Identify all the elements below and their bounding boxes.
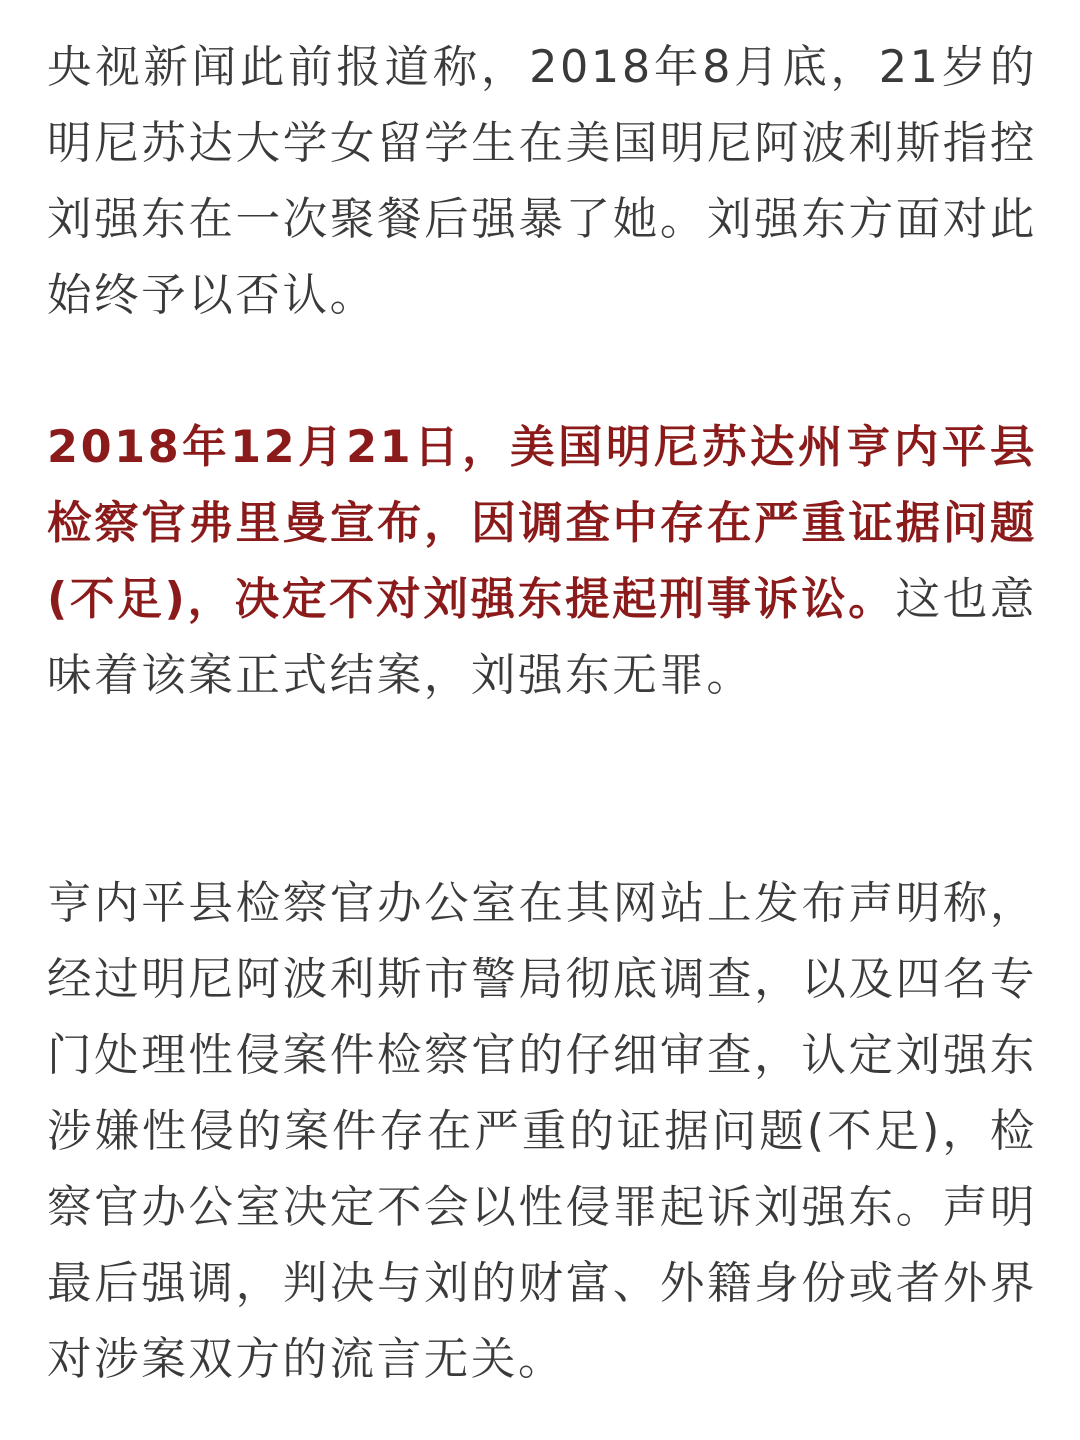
paragraph-decision [47, 410, 1037, 714]
paragraph-news-report: 央视新闻此前报道称，2018年8月底，21岁的明尼苏达大学女留学生在美国明尼阿波利斯指控刘强东在一次聚餐后强暴了她。刘强东方面对此始终予以否认。 [47, 42, 1037, 321]
paragraph-decision-rest: 这也意味着该案正式结案，刘强东无罪。 [47, 574, 1038, 701]
highlighted-decision-text: 2018年12月21日，美国明尼苏达州亨内平县检察官弗里曼宣布，因调查中存在严重证据问题(不足)，决定不对刘强东提起刑事诉讼。 [47, 422, 1037, 625]
paragraph-statement: 亨内平县检察官办公室在其网站上发布声明称，经过明尼阿波利斯市警局彻底调查，以及四名专门处理性侵案件检察官的仔细审查，认定刘强东涉嫌性侵的案件存在严重的证据问题(不足)，检察官办公室决定不会以性侵罪起诉刘强东。声明最后强调，判决与刘的财富、外籍身份或者外界对涉案双方的流言无关。 [47, 878, 1037, 1385]
article-body [47, 30, 1037, 1398]
